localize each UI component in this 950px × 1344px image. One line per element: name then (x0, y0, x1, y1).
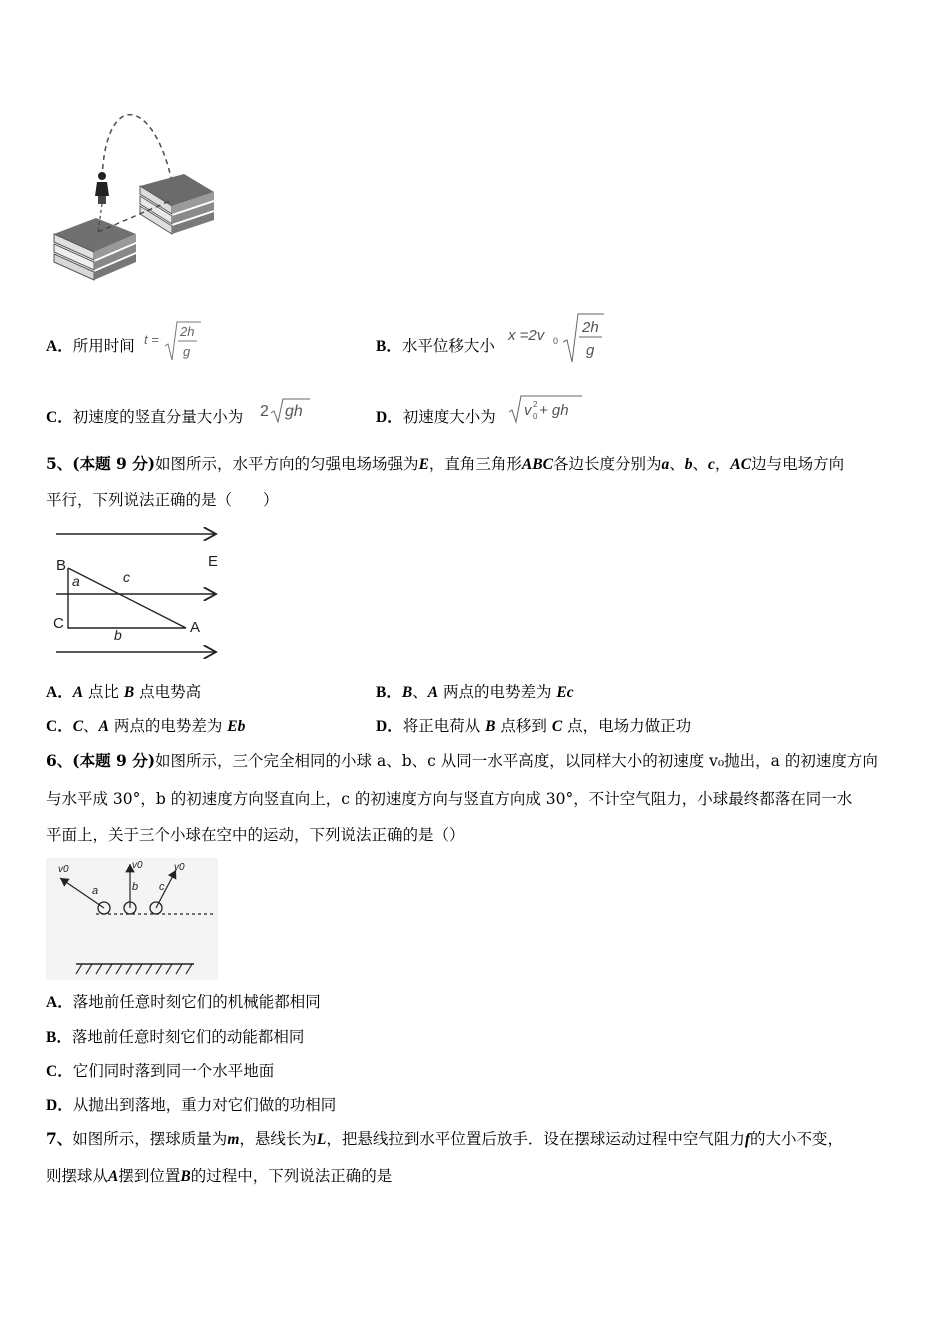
person-icon (95, 172, 109, 204)
formula-sub: 0 (553, 336, 559, 346)
q5-stem-line1: 5、(本题 9 分)如图所示，水平方向的匀强电场场强为E，直角三角形ABC各边长度分别为a、b、c，AC边与电场方向 (46, 454, 845, 473)
formula-v: v (524, 402, 532, 419)
q6-option-c[interactable]: C．它们同时落到同一个水平地面 (46, 1062, 275, 1080)
q5-option-c[interactable]: C．C、A 两点的电势差为 Eb (46, 717, 246, 735)
label-B: B (56, 557, 67, 574)
q4-option-b[interactable]: B．水平位移大小 (376, 337, 495, 355)
formula-rest: + gh (539, 402, 569, 419)
q6-stem-line2: 与水平成 30°，b 的初速度方向竖直向上，c 的初速度方向与竖直方向成 30°，不计空气阻力，小球最终都落在同一水 (46, 790, 853, 808)
label-v0-b: v0 (132, 860, 143, 871)
formula-den: g (586, 342, 595, 359)
label-a: a (72, 573, 80, 589)
formula-sub: 0 (533, 412, 538, 421)
books-jump-figure (44, 108, 224, 286)
q5-stem-line2: 平行，下列说法正确的是（ ） (46, 491, 279, 509)
q5-option-d[interactable]: D．将正电荷从 B 点移到 C 点，电场力做正功 (376, 717, 692, 735)
q5-option-a[interactable]: A．A 点比 B 点电势高 (46, 683, 202, 701)
q4-option-b-formula (506, 310, 606, 368)
q4-option-c-formula (258, 396, 314, 426)
label-b: b (132, 881, 139, 893)
formula-rad: gh (285, 403, 303, 420)
q4-option-d[interactable]: D．初速度大小为 (376, 408, 496, 426)
label-b: b (114, 627, 122, 643)
q6-stem-line1: 6、(本题 9 分)如图所示，三个完全相同的小球 a、b、c 从同一水平高度，以同样大小的初速度 v₀抛出，a 的初速度方向 (46, 751, 878, 770)
q4-option-c[interactable]: C．初速度的竖直分量大小为 (46, 408, 244, 426)
q5-option-b[interactable]: B．B、A 两点的电势差为 Ec (376, 683, 574, 701)
formula-num: 2h (180, 324, 195, 339)
q6-option-b[interactable]: B．落地前任意时刻它们的动能都相同 (46, 1028, 305, 1046)
label-a: a (92, 885, 99, 897)
q6-stem-line3: 平面上，关于三个小球在空中的运动，下列说法正确的是（） (46, 826, 465, 844)
q7-stem-line2: 则摆球从A摆到位置B的过程中，下列说法正确的是 (46, 1167, 393, 1185)
right-book-stack (140, 174, 214, 234)
q4-option-d-formula (508, 393, 584, 425)
formula-num: 2h (582, 319, 599, 336)
formula-text: t = (144, 332, 159, 347)
formula-den: g (183, 344, 191, 359)
q6-option-d[interactable]: D．从抛出到落地，重力对它们做的功相同 (46, 1096, 337, 1114)
formula-coef: 2 (260, 403, 269, 420)
label-v0-c: v0 (174, 862, 185, 873)
label-E: E (208, 553, 219, 570)
label-c: c (123, 569, 130, 585)
label-c: c (159, 881, 165, 893)
q4-option-a-formula (143, 316, 203, 368)
q7-stem-line1: 7、如图所示，摆球质量为m，悬线长为L，把悬线拉到水平位置后放手．设在摆球运动过程中空气阻力f的大小不变， (46, 1129, 844, 1148)
trajectory-arc (102, 115, 172, 182)
label-C: C (53, 615, 64, 632)
formula-text: x =2v (508, 327, 545, 344)
label-A: A (190, 619, 201, 636)
label-v0-a: v0 (58, 864, 69, 875)
q6-option-a[interactable]: A．落地前任意时刻它们的机械能都相同 (46, 993, 321, 1011)
q5-triangle-field-figure (48, 522, 224, 666)
q4-option-a[interactable]: A．所用时间 (46, 337, 135, 355)
left-book-stack (54, 218, 136, 280)
q6-three-balls-figure (46, 858, 218, 980)
formula-sup: 2 (533, 400, 538, 409)
